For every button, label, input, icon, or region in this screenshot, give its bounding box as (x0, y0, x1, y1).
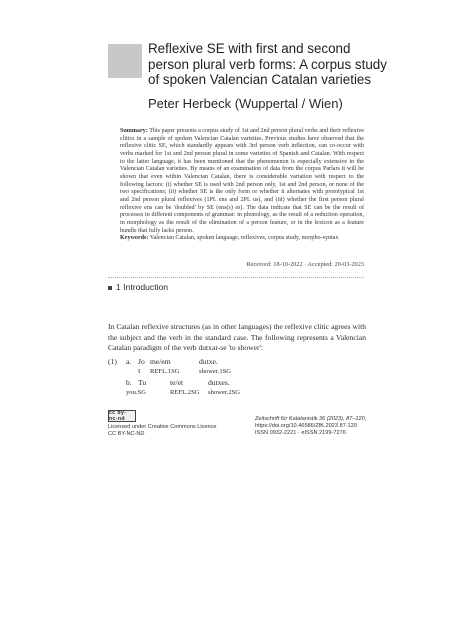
example-b-word: te/et (170, 377, 184, 387)
paper-author: Peter Herbeck (Wuppertal / Wien) (148, 96, 343, 111)
paper-title: Reflexive SE with first and second person plural verb forms: A corpus study of spoken Valencian Catalan varieties (148, 41, 387, 87)
example-a-gloss: shower.1SG (199, 368, 232, 376)
creative-commons-icon (108, 410, 136, 422)
example-b-word: dutxes. (208, 377, 230, 387)
example-b-gloss: REFL.2SG (170, 389, 200, 397)
example-a-word: dutxe. (199, 357, 218, 366)
example-1 (108, 357, 328, 399)
example-a-word: me/em (150, 357, 171, 366)
cc-logo-text: cc by-nc-nd (109, 410, 127, 422)
example-number: (1) (108, 357, 117, 366)
license-line: Licensed under Creative Commons Licence (108, 424, 217, 430)
example-b-label: b. (126, 377, 132, 387)
abstract-text: This paper presents a corpus study of 1st and 2nd person plural verbs and their reflexive clitics in a sample of spoken Valencian Catalan varieties. Previous studies have observed that the reflexive clitic SE, which standardly appears with 3rd person verb inflection, can co-occur with verbs marked for 1st and 2nd person plural in some varieties of Spanish and Catalan. With respect to the latter language, it has been mentioned that the phenomenon is especially extensive in the Valencian Catalan varieties. By means of an examination of data from the corpus Parlars it will be shown that even within Valencian Catalan, there is considerable variation with respect to the following factors: (i) whether SE is used with 2nd person only, 1st and 2nd person, or none of the two specifications; (ii) whether SE is the only form or whether it alternates with prototypical 1st and 2nd person plural reflexives (1PL ens and 2PL us), and (iii) whether the first person plural reflexive ens can be 'doubled' by SE (ens(s) es). The data indicate that SE can be the result of processes in different components of grammar: in phonology, as the result of a reduction operation, in morphology as the result of the elimination of a person feature, or in the lexicon as a feature bundle that fully lacks person. (120, 128, 364, 234)
section-heading (108, 282, 168, 292)
received-accepted-dates: Received: 18-10-2022 · Accepted: 20-03-2023 (246, 261, 364, 268)
journal-citation: Zeitschrift für Katalanistik 36 (2023), 87–120, (255, 416, 367, 422)
keywords-text: Valencian Catalan, spoken language, reflexives, corpus study, morpho-syntax (149, 235, 339, 242)
example-a-gloss: I (138, 368, 141, 376)
journal-doi-link[interactable]: https://doi.org/10.46586/ZfK.2023.87-120 (255, 423, 358, 430)
abstract (120, 128, 364, 243)
license-code: CC BY-NC-ND (108, 431, 145, 437)
journal-info (255, 416, 366, 438)
title-marker-block (108, 44, 142, 78)
intro-paragraph: In Catalan reflexive structures (as in other languages) the reflexive clitic agrees with the subject and the verb in the standard case. The following represents a Valencian Catalan paradigm of the verb dutxar-se 'to shower': (108, 322, 366, 353)
example-b-word: Tu (138, 377, 147, 387)
section-divider (108, 277, 364, 278)
example-a-label: a. (126, 357, 132, 366)
section-bullet-icon (108, 286, 112, 290)
example-b-gloss: you.SG (126, 389, 146, 397)
section-title: 1 Introduction (116, 282, 169, 292)
abstract-label: Summary: (120, 128, 148, 134)
example-b-gloss: shower.2SG (208, 389, 241, 397)
example-a-word: Jo (138, 357, 145, 366)
journal-issn: ISSN 0932-2221 · eISSN 2199-7276 (255, 430, 346, 437)
example-a-gloss: REFL.1SG (150, 368, 180, 376)
keywords-label: Keywords: (120, 235, 149, 242)
license-block (108, 424, 217, 438)
